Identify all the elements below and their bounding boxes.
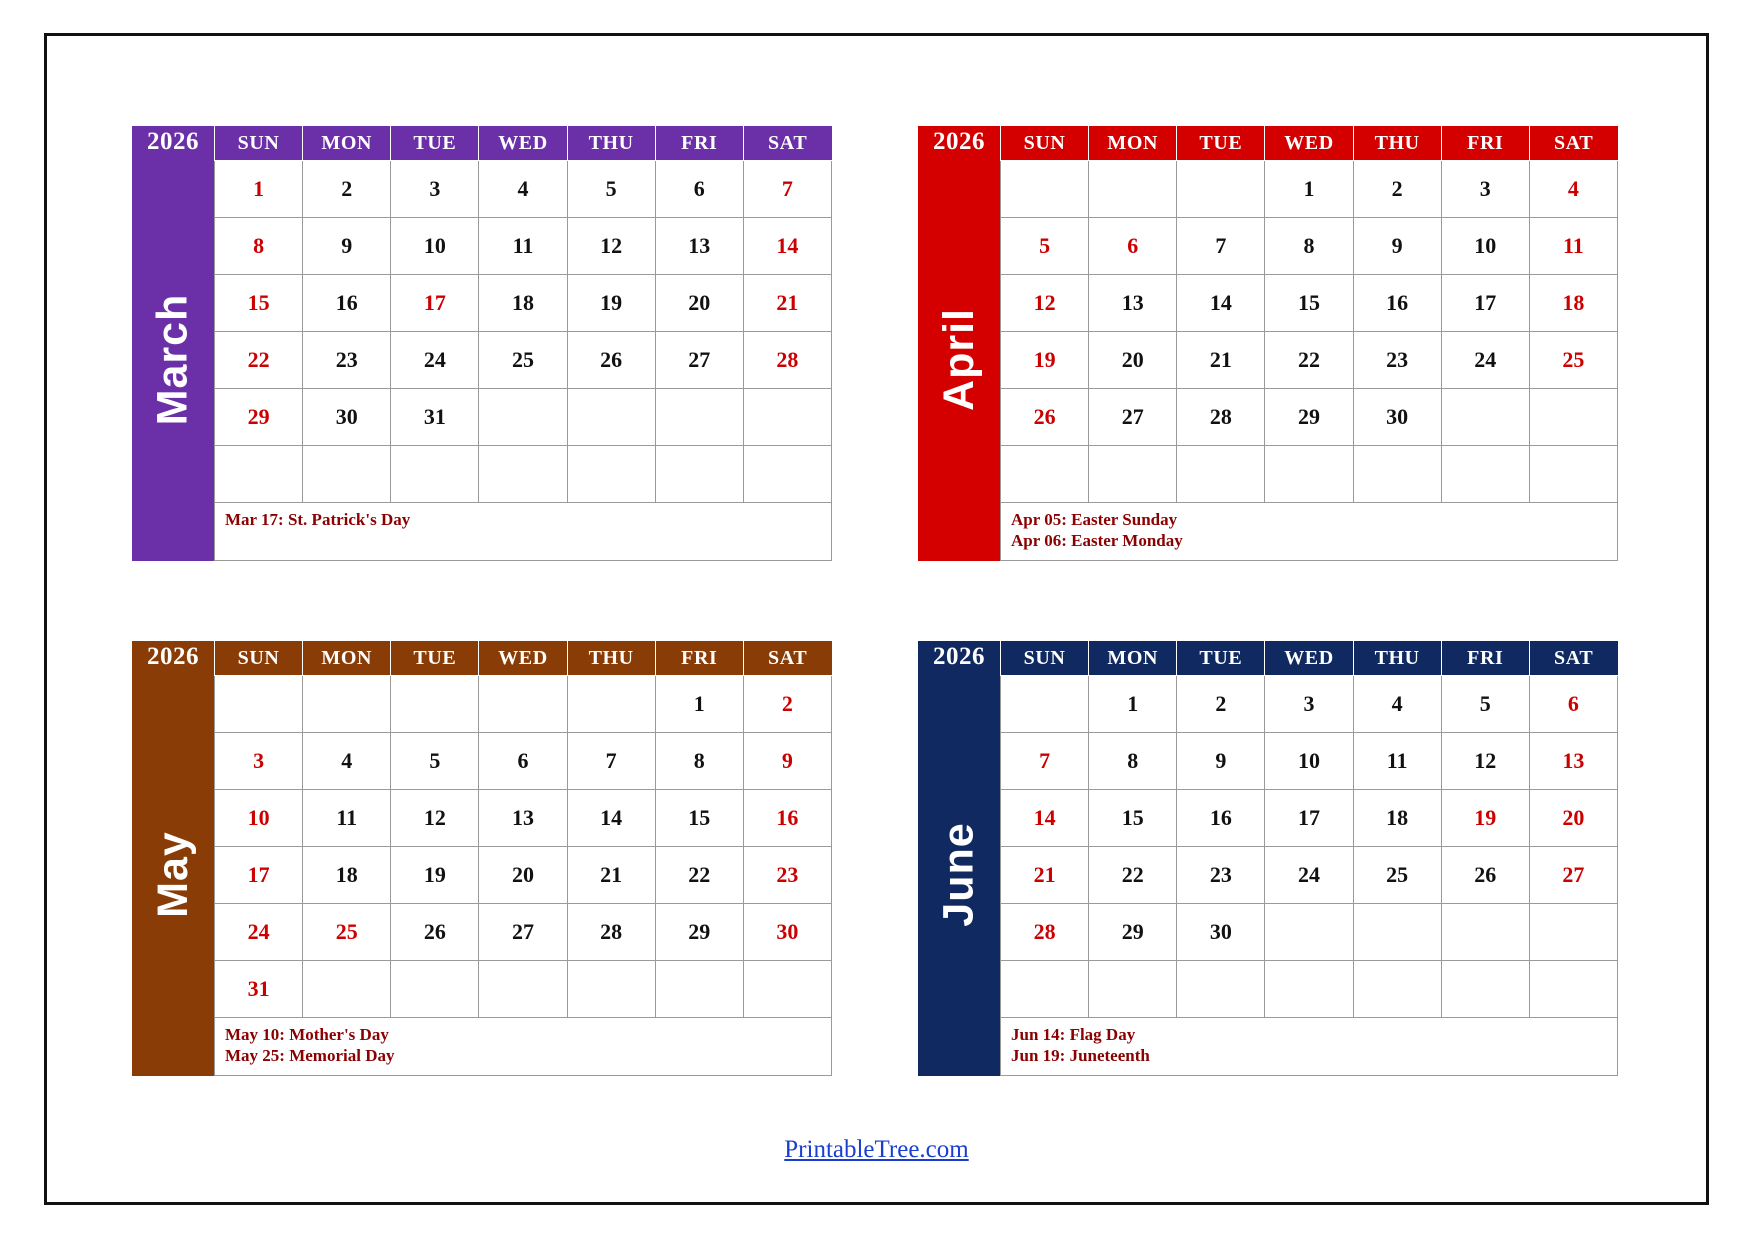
day-cell: 3	[1265, 676, 1353, 733]
day-cell: 9	[1353, 218, 1441, 275]
month-block-april	[918, 126, 1618, 561]
holiday-note: Jun 14: Flag Day	[1011, 1025, 1136, 1044]
day-cell: 25	[1353, 847, 1441, 904]
day-cell: 6	[655, 161, 743, 218]
day-cell: 20	[479, 847, 567, 904]
day-cell: 5	[1001, 218, 1089, 275]
page-footer	[47, 1136, 1706, 1164]
day-cell: 3	[1441, 161, 1529, 218]
weekday-header-row	[1001, 641, 1618, 676]
day-cell-empty	[1089, 161, 1177, 218]
day-cell-empty	[1441, 904, 1529, 961]
day-cell: 28	[1177, 389, 1265, 446]
holiday-note: May 25: Memorial Day	[225, 1046, 395, 1065]
day-cell: 10	[1441, 218, 1529, 275]
day-cell-empty	[1089, 446, 1177, 503]
day-cell-empty	[655, 961, 743, 1018]
day-cell: 18	[303, 847, 391, 904]
day-cell: 1	[215, 161, 303, 218]
day-cell: 9	[1177, 733, 1265, 790]
day-cell: 24	[1265, 847, 1353, 904]
day-cell: 22	[1265, 332, 1353, 389]
month-name	[918, 158, 1000, 561]
week-row	[1001, 446, 1618, 503]
day-cell-empty	[391, 961, 479, 1018]
day-cell: 22	[655, 847, 743, 904]
weekday-header-fri: FRI	[1441, 126, 1529, 161]
weekday-header-wed: WED	[479, 641, 567, 676]
day-cell-empty	[1529, 446, 1617, 503]
weekday-header-mon: MON	[303, 641, 391, 676]
day-cell-empty	[1177, 161, 1265, 218]
day-cell: 16	[1177, 790, 1265, 847]
day-cell: 29	[215, 389, 303, 446]
month-name	[918, 673, 1000, 1076]
week-row	[215, 790, 832, 847]
day-cell: 8	[1265, 218, 1353, 275]
day-cell: 1	[1265, 161, 1353, 218]
weekday-header-row	[1001, 126, 1618, 161]
week-row	[215, 847, 832, 904]
day-cell: 17	[1265, 790, 1353, 847]
month-spine	[918, 126, 1000, 561]
day-cell: 27	[655, 332, 743, 389]
day-cell: 14	[743, 218, 831, 275]
weekday-header-tue: TUE	[391, 126, 479, 161]
day-cell: 27	[479, 904, 567, 961]
day-cell: 15	[1089, 790, 1177, 847]
holiday-notes	[214, 1018, 832, 1076]
day-cell-empty	[479, 389, 567, 446]
day-cell-empty	[1529, 904, 1617, 961]
month-table-wrap	[214, 641, 832, 1076]
day-cell: 16	[743, 790, 831, 847]
day-cell: 17	[1441, 275, 1529, 332]
calendar-grid	[47, 36, 1706, 1202]
day-cell: 24	[391, 332, 479, 389]
day-cell-empty	[655, 446, 743, 503]
month-name-text: March	[148, 293, 197, 426]
day-cell: 5	[567, 161, 655, 218]
day-cell: 1	[655, 676, 743, 733]
day-cell-empty	[743, 961, 831, 1018]
day-cell: 17	[391, 275, 479, 332]
day-cell-empty	[1265, 904, 1353, 961]
day-cell: 16	[303, 275, 391, 332]
day-cell: 27	[1529, 847, 1617, 904]
day-cell: 2	[1353, 161, 1441, 218]
day-cell: 4	[303, 733, 391, 790]
holiday-note: Jun 19: Juneteenth	[1011, 1046, 1150, 1065]
week-row	[215, 904, 832, 961]
day-cell-empty	[567, 446, 655, 503]
month-spine	[918, 641, 1000, 1076]
day-cell: 23	[743, 847, 831, 904]
day-cell: 12	[1441, 733, 1529, 790]
week-row	[1001, 218, 1618, 275]
month-block-june	[918, 641, 1618, 1076]
day-cell-empty	[1177, 961, 1265, 1018]
day-cell-empty	[743, 446, 831, 503]
day-cell: 11	[303, 790, 391, 847]
day-cell: 6	[1529, 676, 1617, 733]
month-table	[1000, 126, 1618, 503]
weekday-header-fri: FRI	[655, 641, 743, 676]
day-cell: 15	[655, 790, 743, 847]
day-cell: 24	[1441, 332, 1529, 389]
day-cell: 31	[391, 389, 479, 446]
month-spine	[132, 641, 214, 1076]
day-cell-empty	[1001, 961, 1089, 1018]
day-cell: 23	[1353, 332, 1441, 389]
year-label: 2026	[147, 643, 199, 670]
week-row	[1001, 389, 1618, 446]
week-row	[215, 676, 832, 733]
day-cell: 2	[303, 161, 391, 218]
day-cell-empty	[567, 961, 655, 1018]
week-row	[1001, 961, 1618, 1018]
day-cell: 2	[1177, 676, 1265, 733]
weekday-header-thu: THU	[1353, 126, 1441, 161]
day-cell: 5	[1441, 676, 1529, 733]
week-row	[1001, 733, 1618, 790]
day-cell-empty	[479, 676, 567, 733]
day-cell-empty	[391, 446, 479, 503]
weekday-header-tue: TUE	[1177, 126, 1265, 161]
day-cell: 7	[567, 733, 655, 790]
holiday-note: Mar 17: St. Patrick's Day	[225, 510, 411, 529]
day-cell: 3	[391, 161, 479, 218]
holiday-note: Apr 06: Easter Monday	[1011, 531, 1183, 550]
day-cell-empty	[1001, 161, 1089, 218]
day-cell: 5	[391, 733, 479, 790]
day-cell-empty	[567, 676, 655, 733]
week-row	[1001, 676, 1618, 733]
day-cell: 20	[1089, 332, 1177, 389]
holiday-note: Apr 05: Easter Sunday	[1011, 510, 1178, 529]
weekday-header-sat: SAT	[743, 641, 831, 676]
year-label: 2026	[933, 643, 985, 670]
day-cell: 1	[1089, 676, 1177, 733]
week-row	[1001, 275, 1618, 332]
week-row	[215, 961, 832, 1018]
day-cell: 7	[743, 161, 831, 218]
day-cell-empty	[1441, 961, 1529, 1018]
day-cell: 14	[1177, 275, 1265, 332]
day-cell: 21	[1177, 332, 1265, 389]
day-cell: 30	[1177, 904, 1265, 961]
weekday-header-wed: WED	[479, 126, 567, 161]
day-cell-empty	[391, 676, 479, 733]
day-cell-empty	[1001, 676, 1089, 733]
day-cell: 6	[479, 733, 567, 790]
day-cell-empty	[655, 389, 743, 446]
year-label: 2026	[933, 128, 985, 155]
day-cell-empty	[303, 676, 391, 733]
day-cell: 2	[743, 676, 831, 733]
day-cell: 30	[303, 389, 391, 446]
weekday-header-mon: MON	[1089, 126, 1177, 161]
month-table	[1000, 641, 1618, 1018]
month-name	[132, 673, 214, 1076]
weekday-header-thu: THU	[1353, 641, 1441, 676]
day-cell: 22	[215, 332, 303, 389]
day-cell: 21	[1001, 847, 1089, 904]
day-cell: 19	[391, 847, 479, 904]
holiday-note: May 10: Mother's Day	[225, 1025, 389, 1044]
day-cell-empty	[1353, 904, 1441, 961]
day-cell: 10	[391, 218, 479, 275]
holiday-notes	[1000, 503, 1618, 561]
holiday-notes	[214, 503, 832, 561]
weekday-header-sun: SUN	[1001, 641, 1089, 676]
day-cell: 16	[1353, 275, 1441, 332]
day-cell: 21	[743, 275, 831, 332]
day-cell: 21	[567, 847, 655, 904]
day-cell: 28	[1001, 904, 1089, 961]
day-cell: 13	[655, 218, 743, 275]
day-cell-empty	[215, 676, 303, 733]
day-cell: 25	[303, 904, 391, 961]
weekday-header-tue: TUE	[1177, 641, 1265, 676]
day-cell: 4	[1353, 676, 1441, 733]
day-cell: 27	[1089, 389, 1177, 446]
day-cell-empty	[303, 446, 391, 503]
weekday-header-thu: THU	[567, 641, 655, 676]
month-block-march	[132, 126, 832, 561]
month-name	[132, 158, 214, 561]
day-cell: 11	[1353, 733, 1441, 790]
day-cell: 20	[1529, 790, 1617, 847]
week-row	[1001, 161, 1618, 218]
day-cell: 22	[1089, 847, 1177, 904]
day-cell-empty	[567, 389, 655, 446]
day-cell: 26	[567, 332, 655, 389]
month-table-wrap	[214, 126, 832, 561]
day-cell: 8	[215, 218, 303, 275]
weekday-header-row	[215, 126, 832, 161]
day-cell-empty	[1441, 446, 1529, 503]
day-cell: 26	[1001, 389, 1089, 446]
day-cell: 23	[1177, 847, 1265, 904]
day-cell: 18	[479, 275, 567, 332]
day-cell-empty	[743, 389, 831, 446]
day-cell: 25	[1529, 332, 1617, 389]
day-cell-empty	[479, 446, 567, 503]
month-spine	[132, 126, 214, 561]
weekday-header-sun: SUN	[215, 641, 303, 676]
day-cell-empty	[1529, 961, 1617, 1018]
day-cell-empty	[303, 961, 391, 1018]
month-table	[214, 641, 832, 1018]
week-row	[1001, 790, 1618, 847]
week-row	[1001, 904, 1618, 961]
month-name-text: May	[148, 831, 197, 918]
day-cell-empty	[1265, 446, 1353, 503]
day-cell: 8	[1089, 733, 1177, 790]
day-cell-empty	[1529, 389, 1617, 446]
day-cell: 12	[567, 218, 655, 275]
week-row	[215, 275, 832, 332]
day-cell: 14	[1001, 790, 1089, 847]
day-cell-empty	[1353, 961, 1441, 1018]
day-cell: 13	[479, 790, 567, 847]
day-cell: 7	[1001, 733, 1089, 790]
day-cell: 17	[215, 847, 303, 904]
week-row	[215, 446, 832, 503]
day-cell: 4	[1529, 161, 1617, 218]
day-cell: 12	[391, 790, 479, 847]
day-cell-empty	[1441, 389, 1529, 446]
day-cell: 28	[567, 904, 655, 961]
day-cell: 20	[655, 275, 743, 332]
weekday-header-mon: MON	[303, 126, 391, 161]
month-table-wrap	[1000, 126, 1618, 561]
day-cell-empty	[1265, 961, 1353, 1018]
week-row	[215, 733, 832, 790]
day-cell: 13	[1529, 733, 1617, 790]
week-row	[215, 218, 832, 275]
day-cell-empty	[215, 446, 303, 503]
day-cell: 29	[1265, 389, 1353, 446]
weekday-header-mon: MON	[1089, 641, 1177, 676]
day-cell: 30	[1353, 389, 1441, 446]
day-cell: 29	[1089, 904, 1177, 961]
weekday-header-sat: SAT	[1529, 126, 1617, 161]
year-label: 2026	[147, 128, 199, 155]
day-cell-empty	[1089, 961, 1177, 1018]
week-row	[215, 161, 832, 218]
day-cell: 7	[1177, 218, 1265, 275]
day-cell: 9	[303, 218, 391, 275]
day-cell: 14	[567, 790, 655, 847]
day-cell: 3	[215, 733, 303, 790]
weekday-header-tue: TUE	[391, 641, 479, 676]
day-cell: 23	[303, 332, 391, 389]
day-cell: 9	[743, 733, 831, 790]
weekday-header-wed: WED	[1265, 641, 1353, 676]
weekday-header-sun: SUN	[1001, 126, 1089, 161]
calendar-page	[44, 33, 1709, 1205]
day-cell: 19	[567, 275, 655, 332]
week-row	[1001, 332, 1618, 389]
day-cell: 11	[479, 218, 567, 275]
weekday-header-sat: SAT	[1529, 641, 1617, 676]
weekday-header-fri: FRI	[655, 126, 743, 161]
weekday-header-thu: THU	[567, 126, 655, 161]
day-cell: 10	[215, 790, 303, 847]
weekday-header-sat: SAT	[743, 126, 831, 161]
week-row	[1001, 847, 1618, 904]
week-row	[215, 332, 832, 389]
day-cell: 24	[215, 904, 303, 961]
day-cell: 13	[1089, 275, 1177, 332]
day-cell: 19	[1001, 332, 1089, 389]
weekday-header-sun: SUN	[215, 126, 303, 161]
day-cell: 19	[1441, 790, 1529, 847]
day-cell: 28	[743, 332, 831, 389]
month-table-wrap	[1000, 641, 1618, 1076]
day-cell: 26	[1441, 847, 1529, 904]
day-cell: 12	[1001, 275, 1089, 332]
holiday-notes	[1000, 1018, 1618, 1076]
day-cell: 6	[1089, 218, 1177, 275]
printabletree-link[interactable]: PrintableTree.com	[784, 1136, 969, 1163]
day-cell: 26	[391, 904, 479, 961]
weekday-header-row	[215, 641, 832, 676]
day-cell: 15	[1265, 275, 1353, 332]
week-row	[215, 389, 832, 446]
day-cell: 25	[479, 332, 567, 389]
day-cell: 15	[215, 275, 303, 332]
day-cell-empty	[479, 961, 567, 1018]
weekday-header-fri: FRI	[1441, 641, 1529, 676]
day-cell-empty	[1177, 446, 1265, 503]
month-table	[214, 126, 832, 503]
month-block-may	[132, 641, 832, 1076]
day-cell: 18	[1353, 790, 1441, 847]
day-cell: 10	[1265, 733, 1353, 790]
day-cell: 29	[655, 904, 743, 961]
day-cell: 30	[743, 904, 831, 961]
day-cell-empty	[1001, 446, 1089, 503]
day-cell: 18	[1529, 275, 1617, 332]
day-cell: 31	[215, 961, 303, 1018]
day-cell: 8	[655, 733, 743, 790]
month-name-text: June	[934, 822, 983, 927]
day-cell: 4	[479, 161, 567, 218]
day-cell: 11	[1529, 218, 1617, 275]
weekday-header-wed: WED	[1265, 126, 1353, 161]
day-cell-empty	[1353, 446, 1441, 503]
month-name-text: April	[934, 308, 983, 411]
